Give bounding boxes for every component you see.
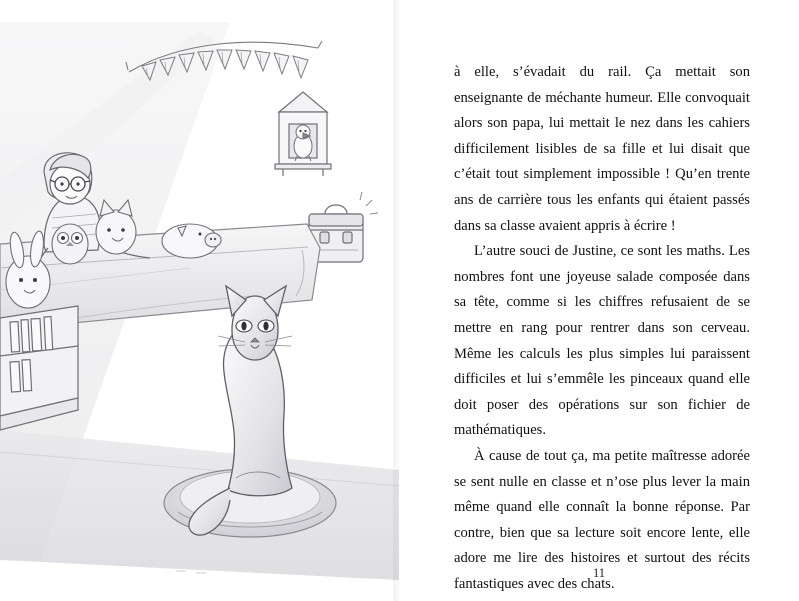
- text-page: [399, 0, 799, 601]
- bedroom-illustration: [0, 0, 399, 601]
- illustration-page: [0, 0, 399, 601]
- paragraph-2: L’autre souci de Justine, ce sont les maths. Les nombres font une joyeuse salade composée dans sa tête, comme si les chiffres refusaient de se mettre en rang pour rentrer dans son cerveau. Même les calculs les plus simples lui paraissent difficiles et lui s’emmêle les pinceaux quand elle doit poser des opérations sur son fichier de mathématiques.: [454, 243, 750, 439]
- paragraph-1: à elle, s’évadait du rail. Ça mettait son enseignante de méchante humeur. Elle convoquait alors son papa, lui mettait le nez dans les cahiers difficilement lisibles de sa fille et lui disait que c’était tout simplement impossible ! Qu’en trente ans de carrière tous les enfants qui étaient passés dans sa classe avaient appris à écrire !: [454, 64, 750, 234]
- page-number: 11: [592, 566, 606, 580]
- paragraph-3: À cause de tout ça, ma petite maîtresse adorée se sent nulle en classe et n’ose plus lever la main même quand elle connaît la bonne réponse. Par contre, bien que sa lecture soit encore lente, elle adore me lire des histoires et surtout des récits fantastiques avec des chats.: [454, 447, 750, 592]
- body-text: [454, 60, 750, 597]
- owl-plush-toy: [52, 224, 88, 264]
- bookshelf-with-books: [0, 306, 78, 430]
